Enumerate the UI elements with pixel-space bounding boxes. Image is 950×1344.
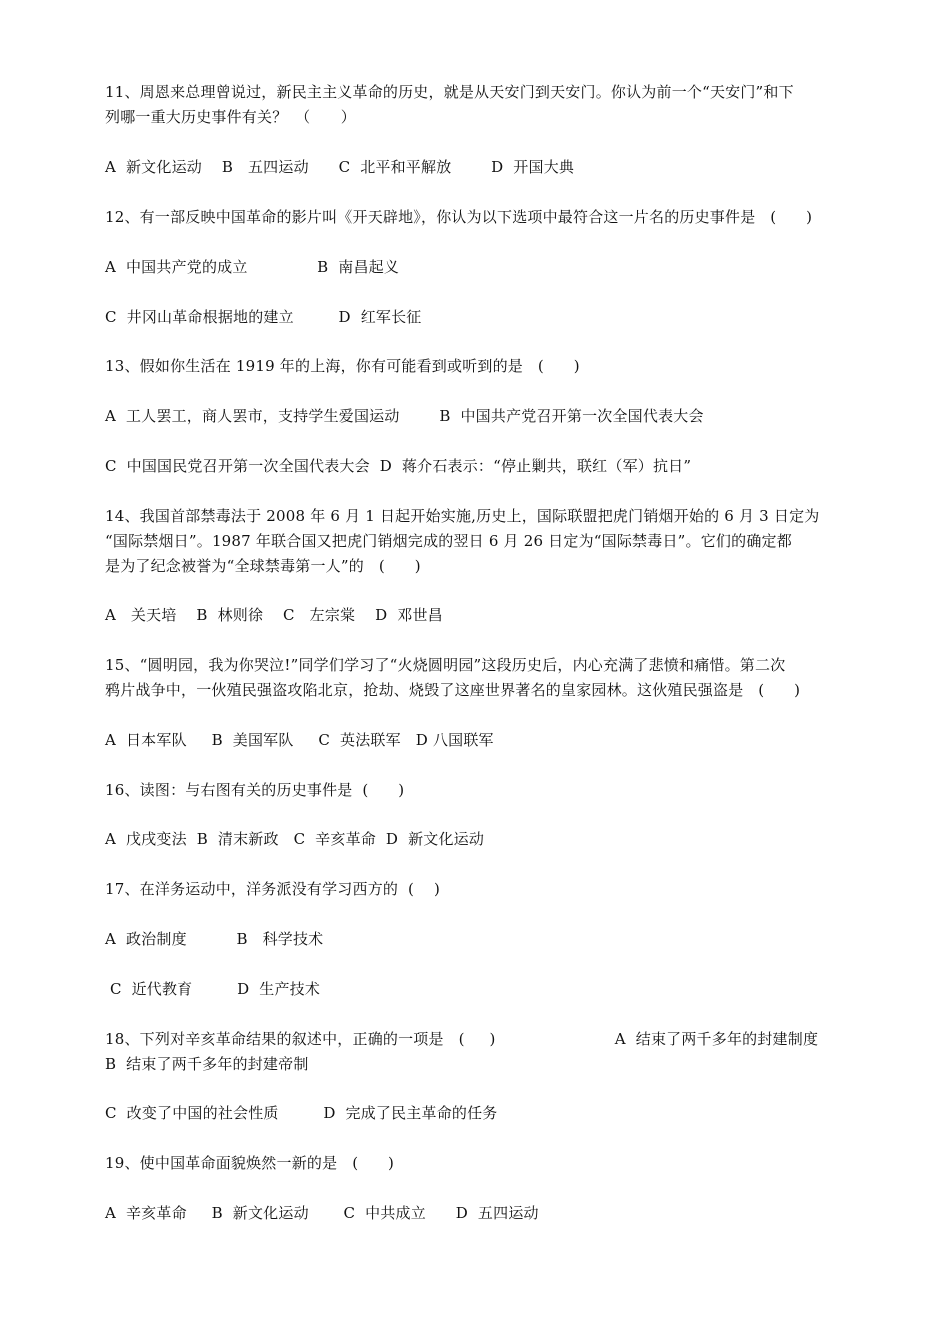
q12-options-ab: A 中国共产党的成立 B 南昌起义 (105, 258, 400, 276)
q14-stem-line2: “国际禁烟日”。1987 年联合国又把虎门销烟完成的翌日 6 月 26 日定为“国际禁毒日”。它们的确定都 (105, 532, 792, 550)
q13-options-ab: A 工人罢工，商人罢市，支持学生爱国运动 B 中国共产党召开第一次全国代表大会 (105, 407, 704, 425)
q13-stem: 13、假如你生活在 1919 年的上海，你有可能看到或听到的是 ( ) (105, 357, 580, 375)
q11-stem-line1: 11、周恩来总理曾说过，新民主主义革命的历史，就是从天安门到天安门。你认为前一个“天安门”和下 (105, 83, 794, 101)
q18-option-b: B 结束了两千多年的封建帝制 (105, 1055, 309, 1073)
q12-options-cd: C 井冈山革命根据地的建立 D 红军长征 (105, 308, 422, 326)
q11-stem-line2: 列哪一重大历史事件有关？ （ ） (105, 108, 356, 126)
q15-options: A 日本军队 B 美国军队 C 英法联军 D 八国联军 (105, 731, 494, 749)
q17-options-cd: C 近代教育 D 生产技术 (105, 980, 321, 998)
q14-stem-line1: 14、我国首部禁毒法于 2008 年 6 月 1 日起开始实施,历史上，国际联盟把虎门销烟开始的 6 月 3 日定为 (105, 507, 820, 525)
q18-stem-option-a: 18、下列对辛亥革命结果的叙述中，正确的一项是 ( ) A 结束了两千多年的封建制度 (105, 1030, 819, 1048)
q19-stem: 19、使中国革命面貌焕然一新的是 ( ) (105, 1154, 395, 1172)
q12-stem: 12、有一部反映中国革命的影片叫《开天辟地》，你认为以下选项中最符合这一片名的历史事件是 ( ) (105, 208, 813, 226)
q15-stem-line1: 15、“圆明园，我为你哭泣!”同学们学习了“火烧圆明园”这段历史后，内心充满了悲愤和痛惜。第二次 (105, 656, 786, 674)
q16-options: A 戊戌变法 B 清末新政 C 辛亥革命 D 新文化运动 (105, 830, 485, 848)
q17-options-ab: A 政治制度 B 科学技术 (105, 930, 324, 948)
q14-stem-line3: 是为了纪念被誉为“全球禁毒第一人”的 ( ) (105, 557, 421, 575)
q13-options-cd: C 中国国民党召开第一次全国代表大会 D 蒋介石表示：“停止剿共，联红（军）抗日” (105, 457, 692, 475)
q14-options: A 关天培 B 林则徐 C 左宗棠 D 邓世昌 (105, 606, 443, 624)
q16-stem: 16、读图：与右图有关的历史事件是 ( ) (105, 781, 405, 799)
q17-stem: 17、在洋务运动中，洋务派没有学习西方的 ( ) (105, 880, 441, 898)
q11-options: A 新文化运动 B 五四运动 C 北平和平解放 D 开国大典 (105, 158, 575, 176)
q15-stem-line2: 鸦片战争中，一伙殖民强盗攻陷北京，抢劫、烧毁了这座世界著名的皇家园林。这伙殖民强盗是 ( ) (105, 681, 801, 699)
q19-options: A 辛亥革命 B 新文化运动 C 中共成立 D 五四运动 (105, 1204, 539, 1222)
q18-options-cd: C 改变了中国的社会性质 D 完成了民主革命的任务 (105, 1104, 498, 1122)
